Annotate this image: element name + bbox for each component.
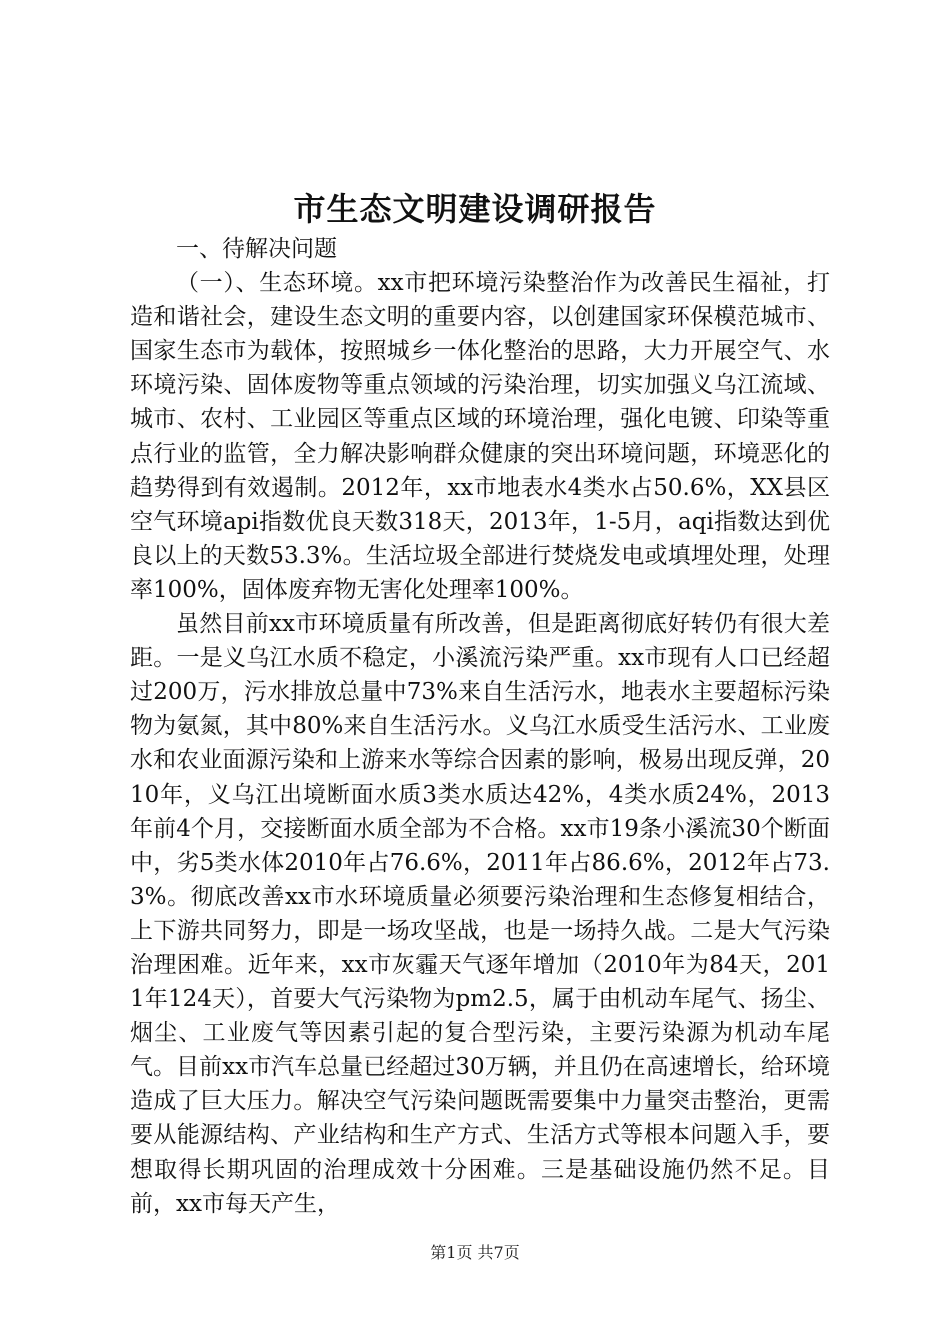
paragraph-ecology: （一）、生态环境。xx市把环境污染整治作为改善民生福祉，打造和谐社会，建设生态文明的重要内容，以创建国家环保模范城市、国家生态市为载体，按照城乡一体化整治的思路，大力开展空气、水环境污染、固体废物等重点领域的污染治理，切实加强义乌江流域、城市、农村、工业园区等重点区域的环境治理，强化电镀、印染等重点行业的监管，全力解决影响群众健康的突出环境问题，环境恶化的趋势得到有效遏制。2012年，xx市地表水4类水占50.6%，XX县区空气环境api指数优良天数318天，2013年，1-5月，aqi指数达到优良以上的天数53.3%。生活垃圾全部进行焚烧发电或填埋处理，处理率100%，固体废弃物无害化处理率100%。 — [130, 270, 830, 603]
document-title: 市生态文明建设调研报告 — [293, 190, 657, 228]
document-body — [130, 232, 830, 1221]
section-heading: 一、待解决问题 — [176, 236, 337, 262]
page-footer: 第1页 共7页 — [430, 1243, 520, 1262]
paragraph-problems: 虽然目前xx市环境质量有所改善，但是距离彻底好转仍有很大差距。一是义乌江水质不稳定，小溪流污染严重。xx市现有人口已经超过200万，污水排放总量中73%来自生活污水，地表水主要超标污染物为氨氮，其中80%来自生活污水。义乌江水质受生活污水、工业废水和农业面源污染和上游来水等综合因素的影响，极易出现反弹，2010年，义乌江出境断面水质3类水质达42%，4类水质24%，2013年前4个月，交接断面水质全部为不合格。xx市19条小溪流30个断面中，劣5类水体2010年占76.6%，2011年占86.6%，2012年占73.3%。彻底改善xx市水环境质量必须要污染治理和生态修复相结合，上下游共同努力，即是一场攻坚战，也是一场持久战。二是大气污染治理困难。近年来，xx市灰霾天气逐年增加（2010年为84天，2011年124天），首要大气污染物为pm2.5，属于由机动车尾气、扬尘、烟尘、工业废气等因素引起的复合型污染，主要污染源为机动车尾气。目前xx市汽车总量已经超过30万辆，并且仍在高速增长，给环境造成了巨大压力。解决空气污染问题既需要集中力量突击整治，更需要从能源结构、产业结构和生产方式、生活方式等根本问题入手，要想取得长期巩固的治理成效十分困难。三是基础设施仍然不足。目前，xx市每天产生， — [130, 611, 830, 1217]
